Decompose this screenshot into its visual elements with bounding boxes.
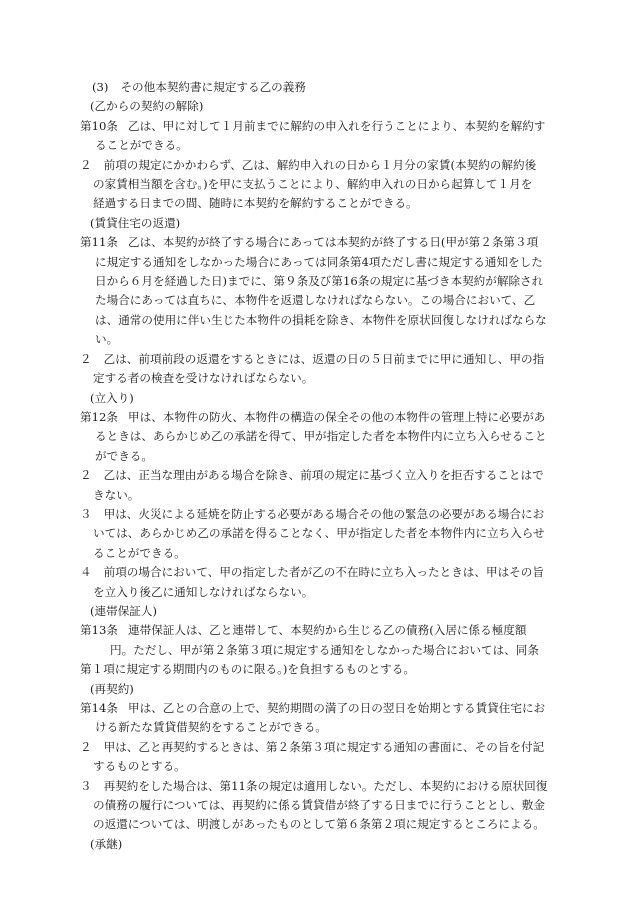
section-item-text: その他本契約書に規定する乙の義務 <box>120 80 306 94</box>
section-item-number: (3) <box>92 80 109 94</box>
article-10-heading: (乙からの契約の解除) <box>90 99 204 114</box>
article-14-line-2: ける新たな賃貸借契約をすることができる。 <box>95 720 327 735</box>
article-13-line-3: 第１項に規定する期間内のものに限る。)を負担するものとする。 <box>80 662 415 677</box>
article-12-para-3-line-2: いては、あらかじめ乙の承諾を得ることなく、甲が指定した者を本物件内に立ち入らせ <box>93 526 545 541</box>
article-14-para-2-line-1: ２ 甲は、乙と再契約するときは、第２条第３項に規定する通知の書面に、その旨を付記 <box>0 738 630 757</box>
article-14-para-2-line-2: するものとする。 <box>93 759 186 774</box>
paragraph-number: ２ <box>80 157 92 172</box>
article-10-para-2-line-2: の家賃相当額を含む。)を甲に支払うことにより、解約申入れの日から起算して１月を <box>93 177 533 192</box>
article-11-para-2-line-1: ２ 乙は、前項前段の返還をするときには、返還の日の５日前までに甲に通知し、甲の指 <box>0 350 630 369</box>
article-13-line-2: 円。ただし、甲が第２条第３項に規定する通知をしなかった場合においては、同条 <box>110 642 539 657</box>
article-11-line-5: は、通常の使用に伴い生じた本物件の損耗を除き、本物件を原状回復しなければならな <box>95 312 547 327</box>
paragraph-number: ４ <box>80 565 92 580</box>
article-10-line-2: ることができる。 <box>95 138 188 153</box>
article-12-para-3-line-1: ３ 甲は、火災による延焼を防止する必要がある場合その他の緊急の必要がある場合にお <box>0 505 630 524</box>
article-14-para-3-line-2: の債務の履行については、再契約に係る賃貸借が終了する日までに行うこととし、敷金 <box>93 798 545 813</box>
article-12-heading: (立入り) <box>90 390 134 405</box>
article-12-para-4-line-2: を立入り後乙に通知しなければならない。 <box>93 584 314 599</box>
article-12-line-2: るときは、あらかじめ乙の承諾を得て、甲が指定した者を本物件内に立ち入らせること <box>95 429 547 444</box>
article-13-line-1: 第13条 連帯保証人は、乙と連帯して、本契約から生じる乙の債務(入居に係る極度額 <box>0 621 630 640</box>
article-14-label: 第14条 <box>80 701 118 715</box>
article-10-para-2-line-3: 経過する日までの間、随時に本契約を解約することができる。 <box>93 196 418 211</box>
article-12-para-2-line-1: ２ 乙は、正当な理由がある場合を除き、前項の規定に基づく立入りを拒否することはで <box>0 466 630 485</box>
article-11-line-2: に規定する通知をしなかった場合にあっては同条第4項ただし書に規定する通知をした <box>95 254 543 269</box>
article-11-heading: (賃貸住宅の返還) <box>90 215 181 230</box>
article-13-label: 第13条 <box>80 623 118 638</box>
article-11-line-1: 第11条 乙は、本契約が終了する場合にあっては本契約が終了する日(甲が第２条第３項 <box>0 233 630 252</box>
paragraph-number: ３ <box>80 506 92 521</box>
article-14-heading: (再契約) <box>90 681 134 696</box>
article-10-label: 第10条 <box>80 118 118 133</box>
article-12-line-3: ができる。 <box>95 448 153 463</box>
article-11-label: 第11条 <box>80 235 118 250</box>
article-11-line-4: た場合にあっては直ちに、本物件を返還しなければならない。この場合において、乙 <box>95 293 536 308</box>
article-13-heading: (連帯保証人) <box>90 603 158 618</box>
article-14-para-3-line-3: の返還については、明渡しがあったものとして第６条第２項に規定するところによる。 <box>93 817 545 832</box>
article-11-line-3: 日から６月を経過した日)までに、第９条及び第16条の規定に基づき本契約が解除され <box>95 274 544 289</box>
article-12-line-1: 第12条 甲は、本物件の防火、本物件の構造の保全その他の本物件の管理上特に必要があ <box>0 408 630 427</box>
article-12-label: 第12条 <box>80 409 118 424</box>
paragraph-number: ２ <box>80 468 92 483</box>
article-12-para-2-line-2: きない。 <box>93 487 140 502</box>
section-item-3 <box>0 78 630 97</box>
article-10-para-2-line-1: ２ 前項の規定にかかわらず、乙は、解約申入れの日から１月分の家賃(本契約の解約後 <box>0 156 630 175</box>
article-12-para-3-line-3: ることができる。 <box>93 545 186 560</box>
paragraph-number: ３ <box>80 778 92 793</box>
article-11-para-2-line-2: 定する者の検査を受けなければならない。 <box>93 371 314 386</box>
article-15-heading: (承継) <box>90 836 123 851</box>
article-10-line-1: 第10条 乙は、甲に対して１月前までに解約の申入れを行うことにより、本契約を解約す <box>0 117 630 136</box>
paragraph-number: ２ <box>80 351 92 366</box>
article-12-para-4-line-1: ４ 前項の場合において、甲の指定した者が乙の不在時に立ち入ったときは、甲はその旨 <box>0 563 630 582</box>
article-14-line-1: 第14条 甲は、乙との合意の上で、契約期間の満了の日の翌日を始期とする賃貸住宅にお <box>0 699 630 718</box>
contract-document <box>0 78 630 854</box>
paragraph-number: ２ <box>80 739 92 754</box>
article-11-line-6: い。 <box>95 332 119 347</box>
article-14-para-3-line-1: ３ 再契約をした場合は、第11条の規定は適用しない。ただし、本契約における原状回復 <box>0 777 630 796</box>
